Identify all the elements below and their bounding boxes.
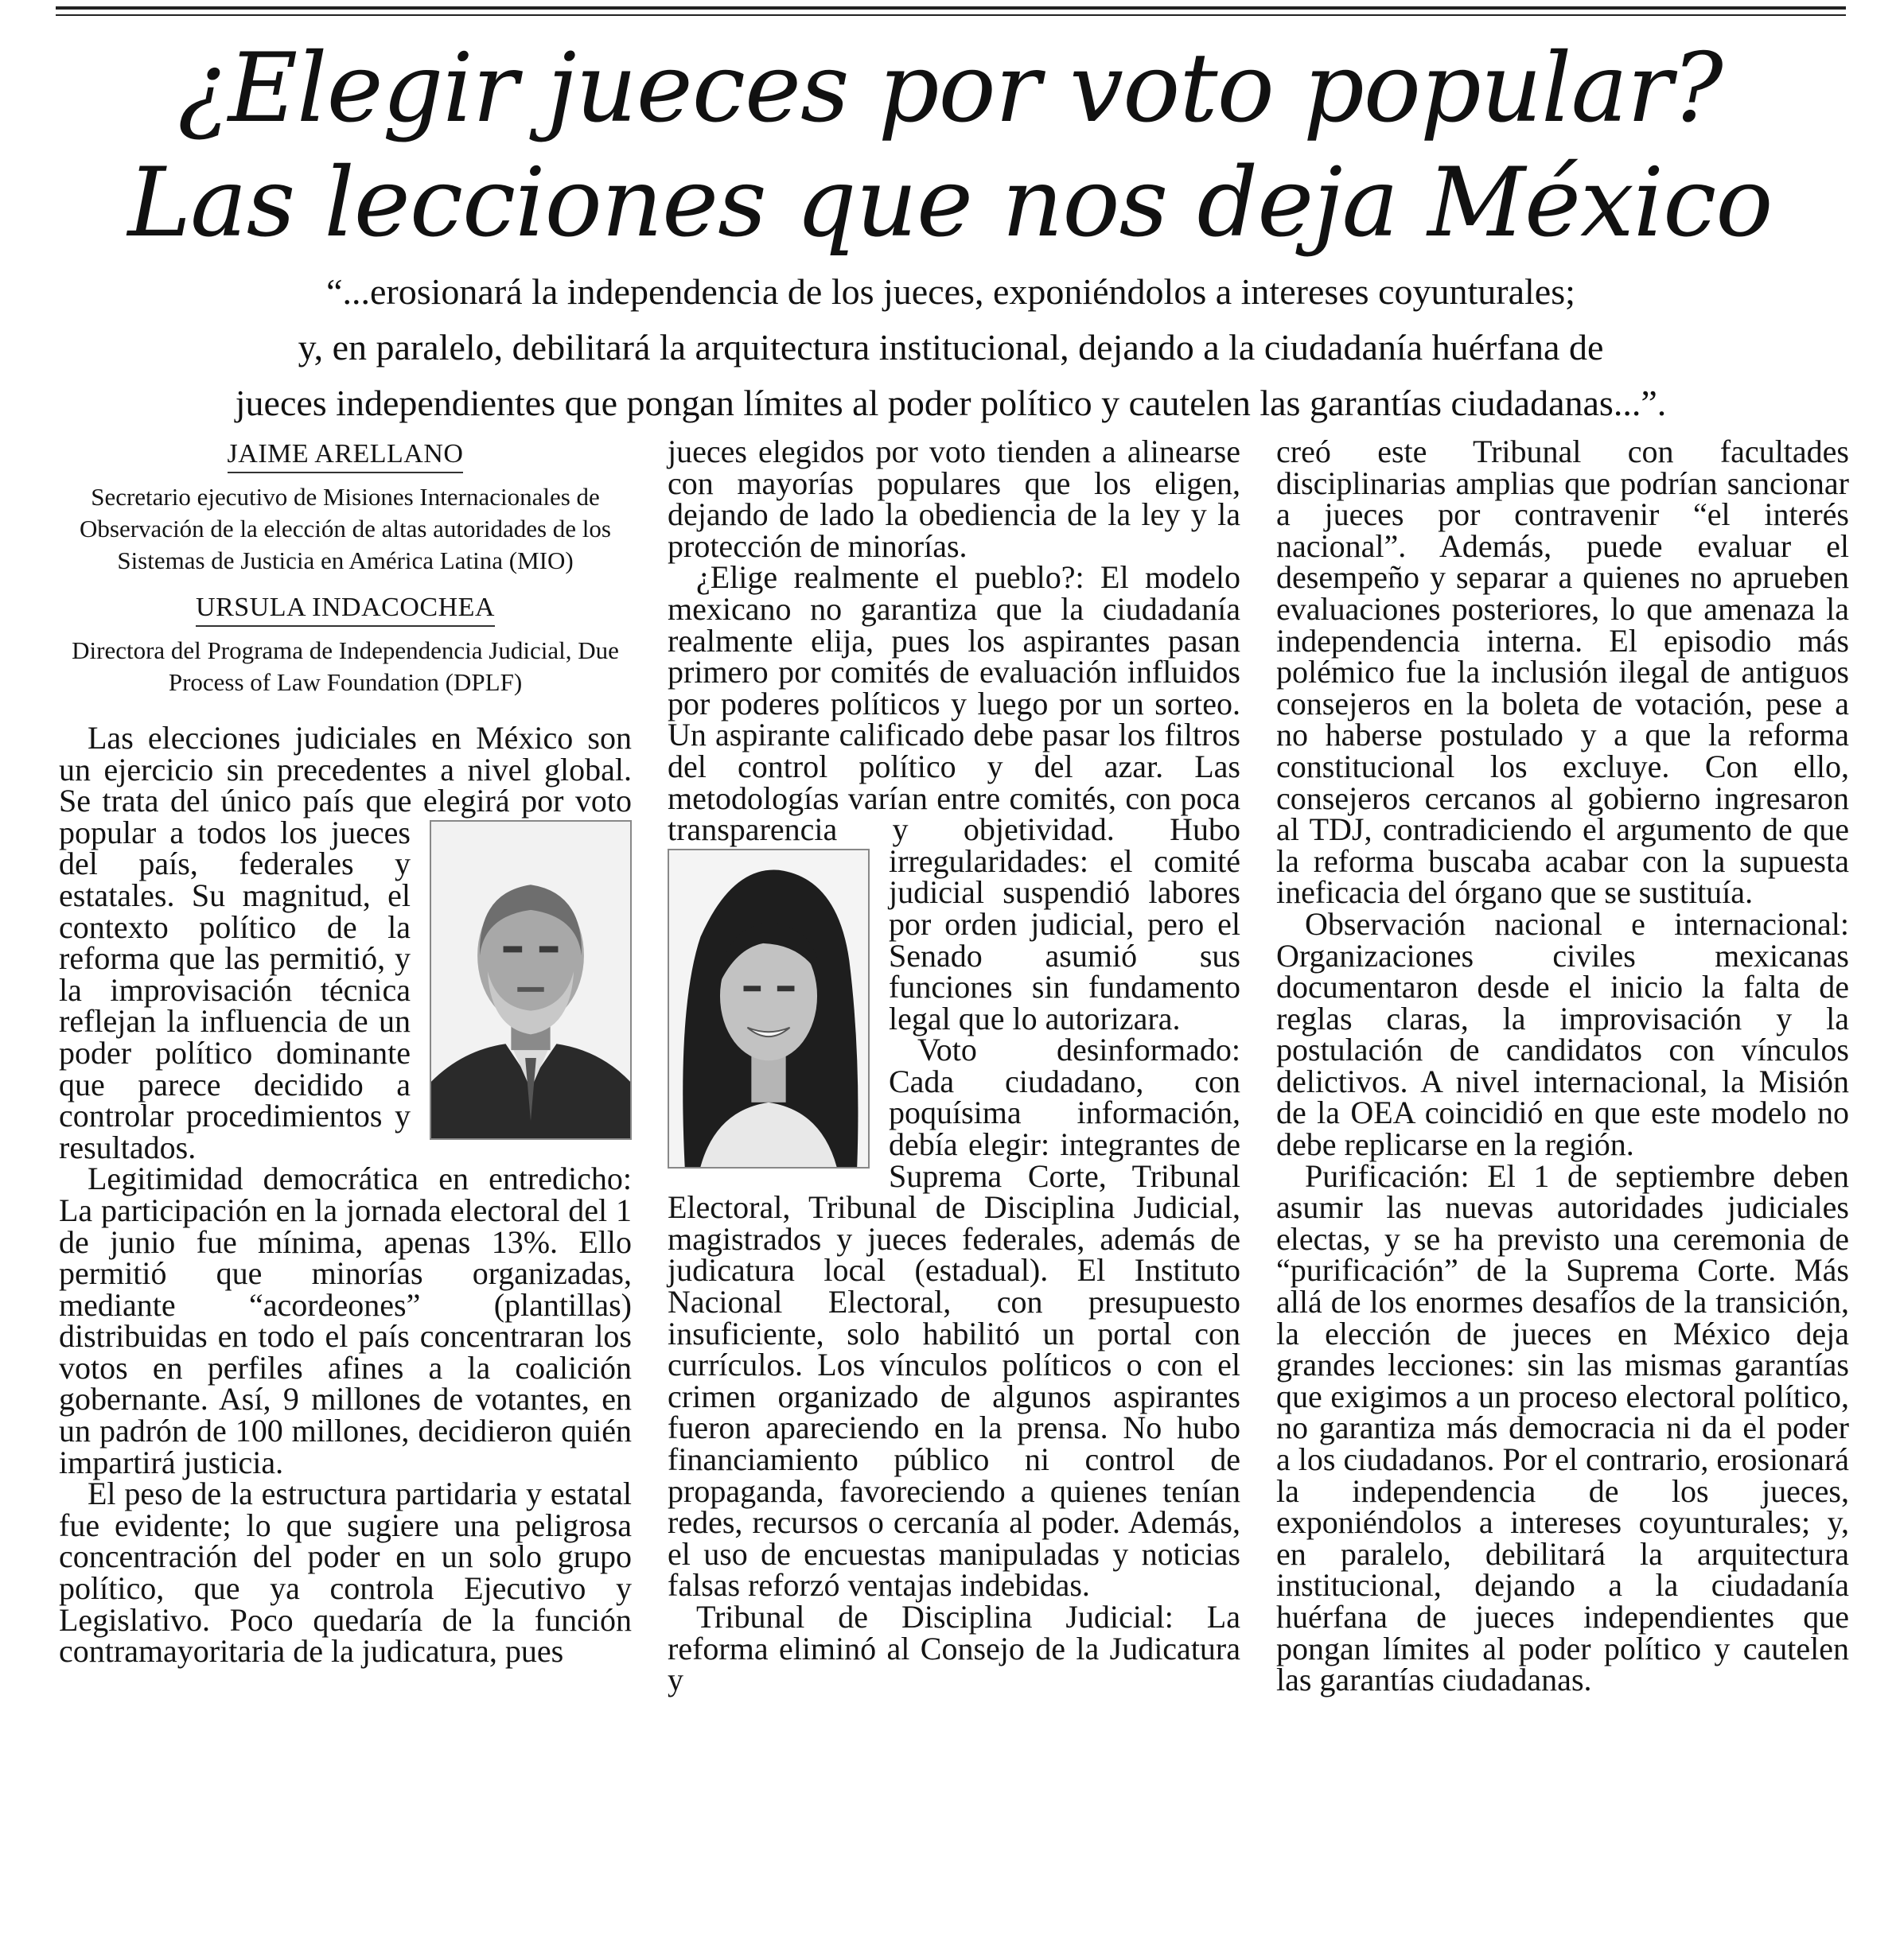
paragraph-text: Observación nacional e internacional: Organizaciones civiles mexicanas documentaron desde el inicio la falta de reglas claras, la improvisación y la postulación de candidatos con vínculos delictivos. A nivel internacional, la Misión de la OEA coincidió en que este modelo no debe replicarse en la región. xyxy=(1276,905,1849,1163)
headline-line-2: Las lecciones que nos deja México xyxy=(127,148,1773,259)
paragraph-text: creó este Tribunal con facultades disciplinarias amplias que podrían sancionar a jueces por contravenir “el interés nacional”. Además, puede evaluar el desempeño y separar a quienes no aprueben evaluaciones posteriores, lo que amenaza la independencia interna. El episodio más polémico fue la inclusión ilegal de antiguos consejeros en la boleta de votación, pese a no haberse postulado y a que la reforma constitucional los excluye. Con ello, consejeros cercanos al gobierno ingresaron al TDJ, contradiciendo el argumento de que la reforma buscaba acabar con la supuesta ineficacia del órgano que se sustituía. xyxy=(1276,434,1849,911)
paragraph-text: Las elecciones judiciales en México son un ejercicio sin precedentes a nivel global. Se trata del único país que elegirá por voto popular a todos los jueces xyxy=(59,720,632,850)
article-column-1 xyxy=(59,436,632,1670)
top-rule xyxy=(56,6,1846,10)
paragraph-text: El peso de la estructura partidaria y estatal fue evidente; lo que sugiere una peligrosa concentración del poder en un solo grupo político, que ya controla Ejecutivo y Legislativo. Poco quedaría de la función contramayoritaria de la judicatura, pues xyxy=(59,1476,632,1670)
headline-line-1: ¿Elegir jueces por voto popular? xyxy=(177,33,1723,144)
author-name: JAIME ARELLANO xyxy=(228,438,464,473)
top-rule-thin xyxy=(56,14,1846,16)
paragraph xyxy=(1276,905,1849,1163)
paragraph-text: Tribunal de Disciplina Judicial: La reforma eliminó al Consejo de la Judicatura y xyxy=(668,1598,1240,1698)
paragraph-text: jueces elegidos por voto tienden a alinearse con mayorías populares que los eligen, dejando de lado la obediencia de la ley y la protección de minorías. xyxy=(668,434,1240,564)
paragraph-text: del país, federales y estatales. Su magnitud, el contexto político de la reforma que las permitió, y la improvisación técnica reflejan la influencia de un poder político dominante que parece decidido a controlar procedimientos y resultados. xyxy=(59,846,411,1165)
paragraph-text: irregularidades: el comité judicial suspendió labores por orden judicial, pero el Senado asumió sus funciones sin fundamento legal que lo autorizara. xyxy=(889,842,1240,1036)
author-role: Secretario ejecutivo de Misiones Internacionales de Observación de la elección de altas autoridades de los Sistemas de Justicia en América Latina (MIO) xyxy=(80,483,611,574)
paragraph xyxy=(668,559,1240,1036)
pull-quote-line-3: jueces independientes que pongan límites al poder político y cautelen las garantías ciudadanas...”. xyxy=(235,383,1667,423)
pull-quote-line-2: y, en paralelo, debilitará la arquitectura institucional, dejando a la ciudadanía huérfana de xyxy=(298,327,1604,368)
pull-quote-line-1: “...erosionará la independencia de los jueces, exponiéndolos a intereses coyunturales; xyxy=(326,271,1575,312)
paragraph-text: ¿Elige realmente el pueblo?: El modelo mexicano no garantiza que la ciudadanía realmente elija, pues los aspirantes pasan primero por comités de evaluación influidos por poderes políticos y luego por un sorteo. Un aspirante calificado debe pasar los filtros del control político y del azar. Las metodologías varían entre comités, con poca transparencia y objetividad. Hubo xyxy=(668,559,1240,848)
paragraph xyxy=(1276,434,1849,911)
column-1-body xyxy=(59,720,632,1670)
author-photo-jaime-arellano xyxy=(430,820,632,1140)
paragraph-text: Legitimidad democrática en entredicho: La participación en la jornada electoral del 1 de junio fue mínima, apenas 13%. Ello permitió que minorías organizadas, mediante “acordeones” (plantillas) distribuidas en todo el país concentraran los votos en perfiles afines a la coalición gobernante. Así, 9 millones de votantes, en un padrón de 100 millones, decidieron quién impartirá justicia. xyxy=(59,1161,632,1480)
paragraph xyxy=(1276,1157,1849,1698)
paragraph xyxy=(668,1598,1240,1698)
headline xyxy=(0,32,1900,261)
author-photo-ursula-indacochea xyxy=(668,849,870,1169)
article-column-2 xyxy=(668,436,1240,1696)
paragraph xyxy=(59,1476,632,1670)
article-column-3 xyxy=(1276,436,1849,1696)
paragraph xyxy=(59,1163,632,1478)
author-role: Directora del Programa de Independencia Judicial, Due Process of Law Foundation (DPLF) xyxy=(72,636,619,696)
byline-author-1 xyxy=(59,436,632,577)
paragraph-text: Voto desinformado: Cada ciudadano, con poquísima información, debía elegir: integrantes de Suprema Corte, Tribunal Electoral, Tribunal de Disciplina Judicial, magistrados y jueces federales, además de judicatura local (estadual). El Instituto Nacional Electoral, con presupuesto insuficiente, solo habilitó un portal con currículos. Los vínculos políticos o con el crimen organizado de algunos aspirantes fueron apareciendo en la prensa. No hubo financiamiento público ni control de propaganda, favoreciendo a quienes tenían redes, recursos o cercanía al poder. Además, el uso de encuestas manipuladas y noticias falsas reforzó ventajas indebidas. xyxy=(668,1032,1240,1604)
paragraph-text: Purificación: El 1 de septiembre deben asumir las nuevas autoridades judiciales electas, y se ha previsto una ceremonia de “purificación” de la Suprema Corte. Más allá de los enormes desafíos de la transición, la elección de jueces en México deja grandes lecciones: sin las mismas garantías que exigimos a un proceso electoral político, no garantiza más democracia ni da el poder a los ciudadanos. Por el contrario, erosionará la independencia de los jueces, exponiéndolos a intereses coyunturales; y, en paralelo, debilitará la arquitectura institucional, dejando a la ciudadanía huérfana de jueces independientes que pongan límites al poder político y cautelen las garantías ciudadanas. xyxy=(1276,1157,1849,1698)
byline-author-2 xyxy=(59,589,632,698)
author-name: URSULA INDACOCHEA xyxy=(196,592,495,627)
pull-quote xyxy=(80,264,1822,431)
paragraph xyxy=(59,722,632,1163)
paragraph xyxy=(668,436,1240,562)
